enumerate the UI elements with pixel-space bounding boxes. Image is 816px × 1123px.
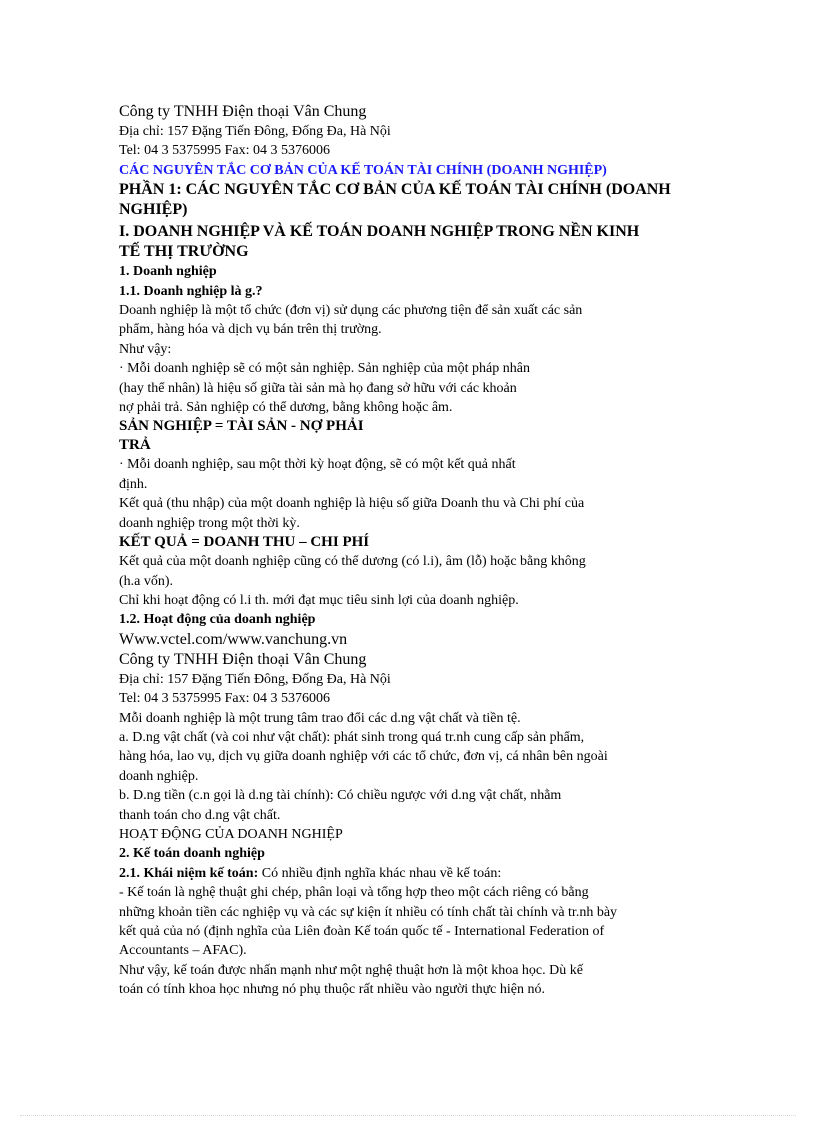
paragraph-line: Accountants – AFAC). <box>119 943 247 959</box>
bullet-line: · Mỗi doanh nghiệp sẽ có một sản nghiệp. Sản nghiệp của một pháp nhân <box>119 361 530 377</box>
paragraph-line: định. <box>119 476 148 492</box>
website-link[interactable]: Www.vctel.com/www.vanchung.vn <box>119 630 348 648</box>
page-bottom-divider <box>20 1115 796 1116</box>
paragraph-line: Chỉ khi hoạt động có l.i th. mới đạt mục tiêu sinh lợi của doanh nghiệp. <box>119 592 519 608</box>
paragraph-line: toán có tính khoa học nhưng nó phụ thuộc rất nhiều vào người thực hiện nó. <box>119 982 545 998</box>
paragraph-line: hàng hóa, lao vụ, dịch vụ giữa doanh nghiệp với các tổ chức, đơn vị, cá nhân bên ngoài <box>119 749 608 765</box>
part1-title-line2: NGHIỆP) <box>119 201 188 219</box>
paragraph-line: doanh nghiệp trong một thời kỳ. <box>119 515 300 531</box>
paragraph-line: những khoản tiền các nghiệp vụ và các sự kiện ít nhiều có tính chất tài chính và tr.nh bày <box>119 904 618 920</box>
paragraph-line: (h.a vốn). <box>119 573 174 589</box>
formula-result: KẾT QUẢ = DOANH THU – CHI PHÍ <box>119 534 370 551</box>
paragraph-line: a. D.ng vật chất (và coi như vật chất): phát sinh trong quá tr.nh cung cấp sản phẩm, <box>119 729 585 745</box>
bullet-line: · Mỗi doanh nghiệp, sau một thời kỳ hoạt động, sẽ có một kết quả nhất <box>119 457 516 473</box>
paragraph-line: b. D.ng tiền (c.n gọi là d.ng tài chính): Có chiều ngược với d.ng vật chất, nhằm <box>119 788 562 804</box>
activity-caption: HOẠT ĐỘNG CỦA DOANH NGHIỆP <box>119 826 343 842</box>
section1-title-line1: I. DOANH NGHIỆP VÀ KẾ TOÁN DOANH NGHIỆP TRONG NỀN KINH <box>119 223 640 241</box>
paragraph-line: nợ phải trả. Sản nghiệp có thể dương, bằng không hoặc âm. <box>119 400 453 416</box>
paragraph-line: kết quả của nó (định nghĩa của Liên đoàn Kế toán quốc tế - International Federation of <box>119 924 605 939</box>
company-name-repeat: Công ty TNHH Điện thoại Vân Chung <box>119 650 367 668</box>
paragraph-line: (hay thể nhân) là hiệu số giữa tài sản mà họ đang sở hữu với các khoản <box>119 380 517 396</box>
paragraph-line: - Kế toán là nghệ thuật ghi chép, phân loại và tổng hợp theo một cách riêng có bằng <box>119 885 589 901</box>
document-page <box>119 102 689 1000</box>
company-name: Công ty TNHH Điện thoại Vân Chung <box>119 103 367 120</box>
company-phone-repeat: Tel: 04 3 5375995 Fax: 04 3 5376006 <box>119 691 330 707</box>
document-title: CÁC NGUYÊN TẮC CƠ BẢN CỦA KẾ TOÁN TÀI CHÍNH (DOANH NGHIỆP) <box>119 162 607 178</box>
subsection-1-2-title: 1.2. Hoạt động của doanh nghiệp <box>119 612 316 628</box>
paragraph-line: Kết quả của một doanh nghiệp cũng có thể dương (có l.i), âm (lỗ) hoặc bằng không <box>119 554 586 570</box>
subsection-2-1-text: Có nhiều định nghĩa khác nhau về kế toán: <box>258 865 502 881</box>
company-address-repeat: Địa chỉ: 157 Đặng Tiến Đông, Đống Đa, Hà Nội <box>119 671 391 687</box>
paragraph-line: thanh toán cho d.ng vật chất. <box>119 807 281 823</box>
paragraph-line: Kết quả (thu nhập) của một doanh nghiệp là hiệu số giữa Doanh thu và Chi phí của <box>119 496 585 512</box>
subsection-2-1-line <box>119 864 689 883</box>
paragraph-line: phẩm, hàng hóa và dịch vụ bán trên thị trường. <box>119 322 382 338</box>
section2-title: 2. Kế toán doanh nghiệp <box>119 846 265 862</box>
formula-equity-line2: TRẢ <box>119 437 151 454</box>
part1-title-line1: PHẦN 1: CÁC NGUYÊN TẮC CƠ BẢN CỦA KẾ TOÁN TÀI CHÍNH (DOANH <box>119 181 671 199</box>
subsection-2-1-label: 2.1. Khái niệm kế toán: <box>119 865 259 881</box>
company-address: Địa chỉ: 157 Đặng Tiến Đông, Đống Đa, Hà Nội <box>119 124 391 139</box>
paragraph-line: Mỗi doanh nghiệp là một trung tâm trao đổi các d.ng vật chất và tiền tệ. <box>119 710 521 726</box>
paragraph-line: Doanh nghiệp là một tổ chức (đơn vị) sử dụng các phương tiện để sản xuất các sản <box>119 303 583 319</box>
paragraph-line: doanh nghiệp. <box>119 768 199 784</box>
subsection-1-title: 1. Doanh nghiệp <box>119 264 217 280</box>
section1-title-line2: TẾ THỊ TRƯỜNG <box>119 243 249 261</box>
subsection-1-1-title: 1.1. Doanh nghiệp là g.? <box>119 283 263 299</box>
paragraph-line: Như vậy: <box>119 341 172 357</box>
formula-equity-line1: SẢN NGHIỆP = TÀI SẢN - NỢ PHẢI <box>119 418 364 435</box>
paragraph-line: Như vậy, kế toán được nhấn mạnh như một nghệ thuật hơn là một khoa học. Dù kế <box>119 962 583 978</box>
company-phone: Tel: 04 3 5375995 Fax: 04 3 5376006 <box>119 143 330 159</box>
